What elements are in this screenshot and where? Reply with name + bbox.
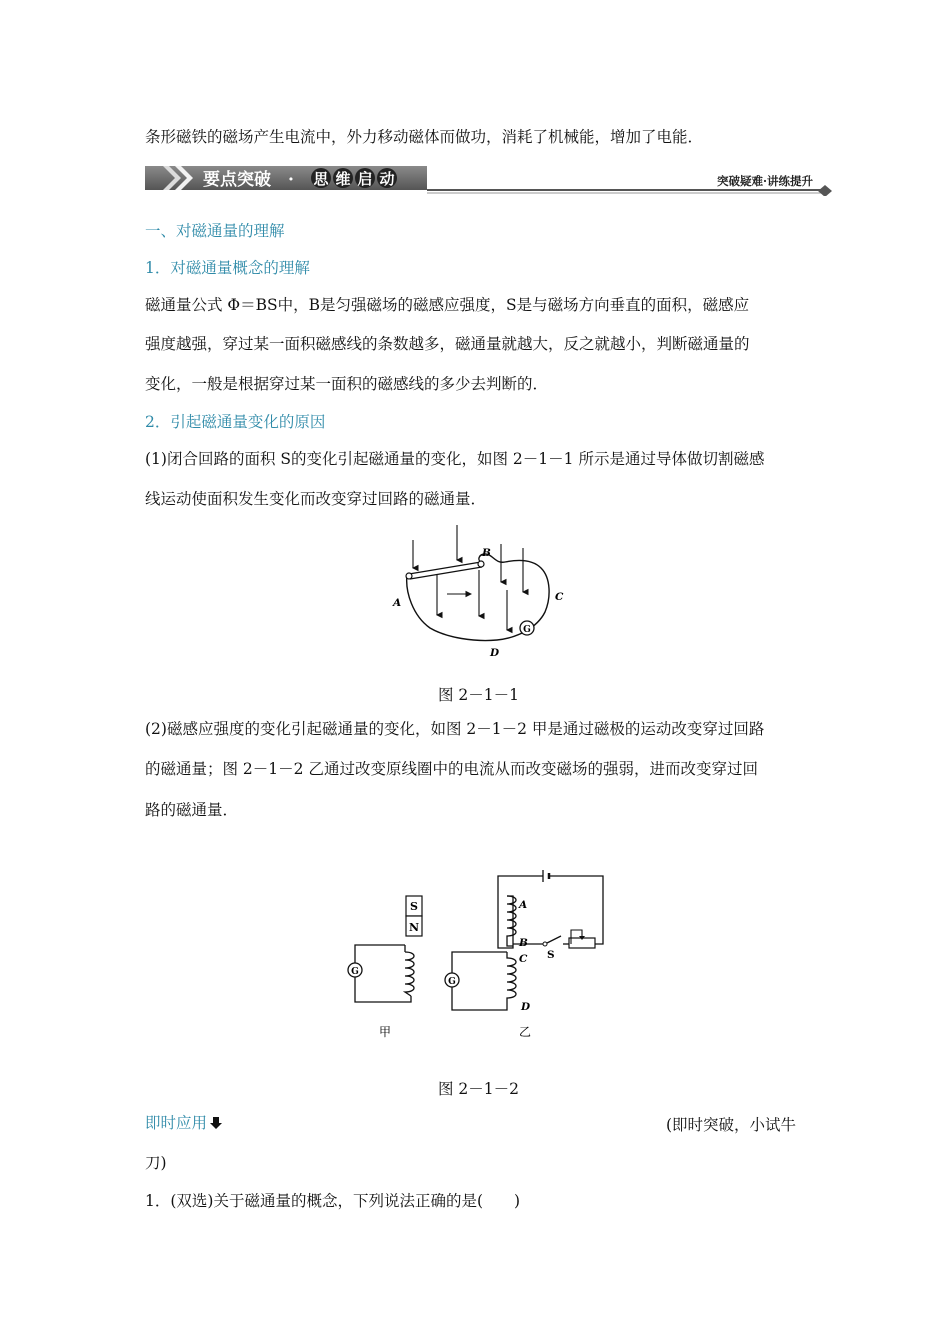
banner-char: 动 xyxy=(379,170,395,188)
coil-primary xyxy=(507,896,516,942)
sublabel-yi: 乙 xyxy=(518,1025,532,1039)
diamond-icon xyxy=(818,185,832,196)
banner-graphic xyxy=(145,162,835,196)
apply-heading xyxy=(145,1113,223,1133)
subsection-title: 1．对磁通量概念的理解 xyxy=(145,259,310,277)
section-banner xyxy=(145,162,835,196)
apply-label: 即时应用 xyxy=(145,1114,208,1132)
label-d: D xyxy=(521,1001,531,1013)
question-1: 1．(双选)关于磁通量的概念，下列说法正确的是( ) xyxy=(145,1192,521,1210)
sublabel-jia: 甲 xyxy=(378,1025,392,1039)
label-s: S xyxy=(547,949,555,961)
banner-char: 维 xyxy=(335,170,351,188)
banner-main-label: 要点突破 xyxy=(203,170,271,190)
figure-caption: 图 2－1－2 xyxy=(438,1080,520,1098)
paragraph-line: 线运动使面积发生变化而改变穿过回路的磁通量． xyxy=(145,490,487,508)
switch-icon xyxy=(543,942,547,946)
intro-text: 条形磁铁的磁场产生电流中，外力移动磁体而做功，消耗了机械能，增加了电能． xyxy=(145,128,704,146)
label-g: G xyxy=(523,625,531,635)
label-a: A xyxy=(393,597,402,609)
banner-dot: · xyxy=(288,170,294,190)
banner-char: 启 xyxy=(357,170,373,188)
paragraph-line: (1)闭合回路的面积 S的变化引起磁通量的变化，如图 2－1－1 所示是通过导体做切割磁感 xyxy=(145,450,765,468)
label-b: B xyxy=(519,937,528,949)
paragraph-line: (2)磁感应强度的变化引起磁通量的变化，如图 2－1－2 甲是通过磁极的运动改变穿过回路 xyxy=(145,720,765,738)
apply-note: (即时突破，小试牛 xyxy=(666,1116,797,1134)
paragraph-line: 路的磁通量． xyxy=(145,801,239,819)
magnet-n-label: N xyxy=(408,921,420,934)
magnet-s-label: S xyxy=(410,900,418,913)
paragraph-line: 的磁通量；图 2－1－2 乙通过改变原线圈中的电流从而改变磁场的强弱，进而改变穿过回 xyxy=(145,760,758,778)
paragraph-line: 磁通量公式 Φ＝BS中，B是匀强磁场的磁感应强度，S是与磁场方向垂直的面积，磁感应 xyxy=(145,296,750,314)
label-c: C xyxy=(555,591,564,603)
label-a: A xyxy=(519,899,528,911)
g-right-label: G xyxy=(448,977,456,987)
g-left-label: G xyxy=(351,967,359,977)
label-c: C xyxy=(519,953,528,965)
figure-2-1-2 xyxy=(335,860,615,1045)
arrow-down-icon xyxy=(209,1116,223,1130)
paragraph-line: 强度越强，穿过某一面积磁感线的条数越多，磁通量就越大，反之就越小，判断磁通量的 xyxy=(145,335,750,353)
apply-note-cont: 刀) xyxy=(145,1154,167,1172)
coil-secondary xyxy=(507,952,516,1004)
subsection-title: 2．引起磁通量变化的原因 xyxy=(145,413,326,431)
coil-left xyxy=(405,952,414,996)
banner-char: 思 xyxy=(313,170,329,188)
banner-right-label: 突破疑难·讲练提升 xyxy=(716,174,813,188)
label-d: D xyxy=(490,647,500,659)
paragraph-line: 变化，一般是根据穿过某一面积的磁感线的多少去判断的． xyxy=(145,375,549,393)
figure-caption: 图 2－1－1 xyxy=(438,686,520,704)
figure-2-1-1 xyxy=(385,520,575,665)
label-b: B xyxy=(482,547,491,559)
section-title: 一、对磁通量的理解 xyxy=(145,222,285,240)
